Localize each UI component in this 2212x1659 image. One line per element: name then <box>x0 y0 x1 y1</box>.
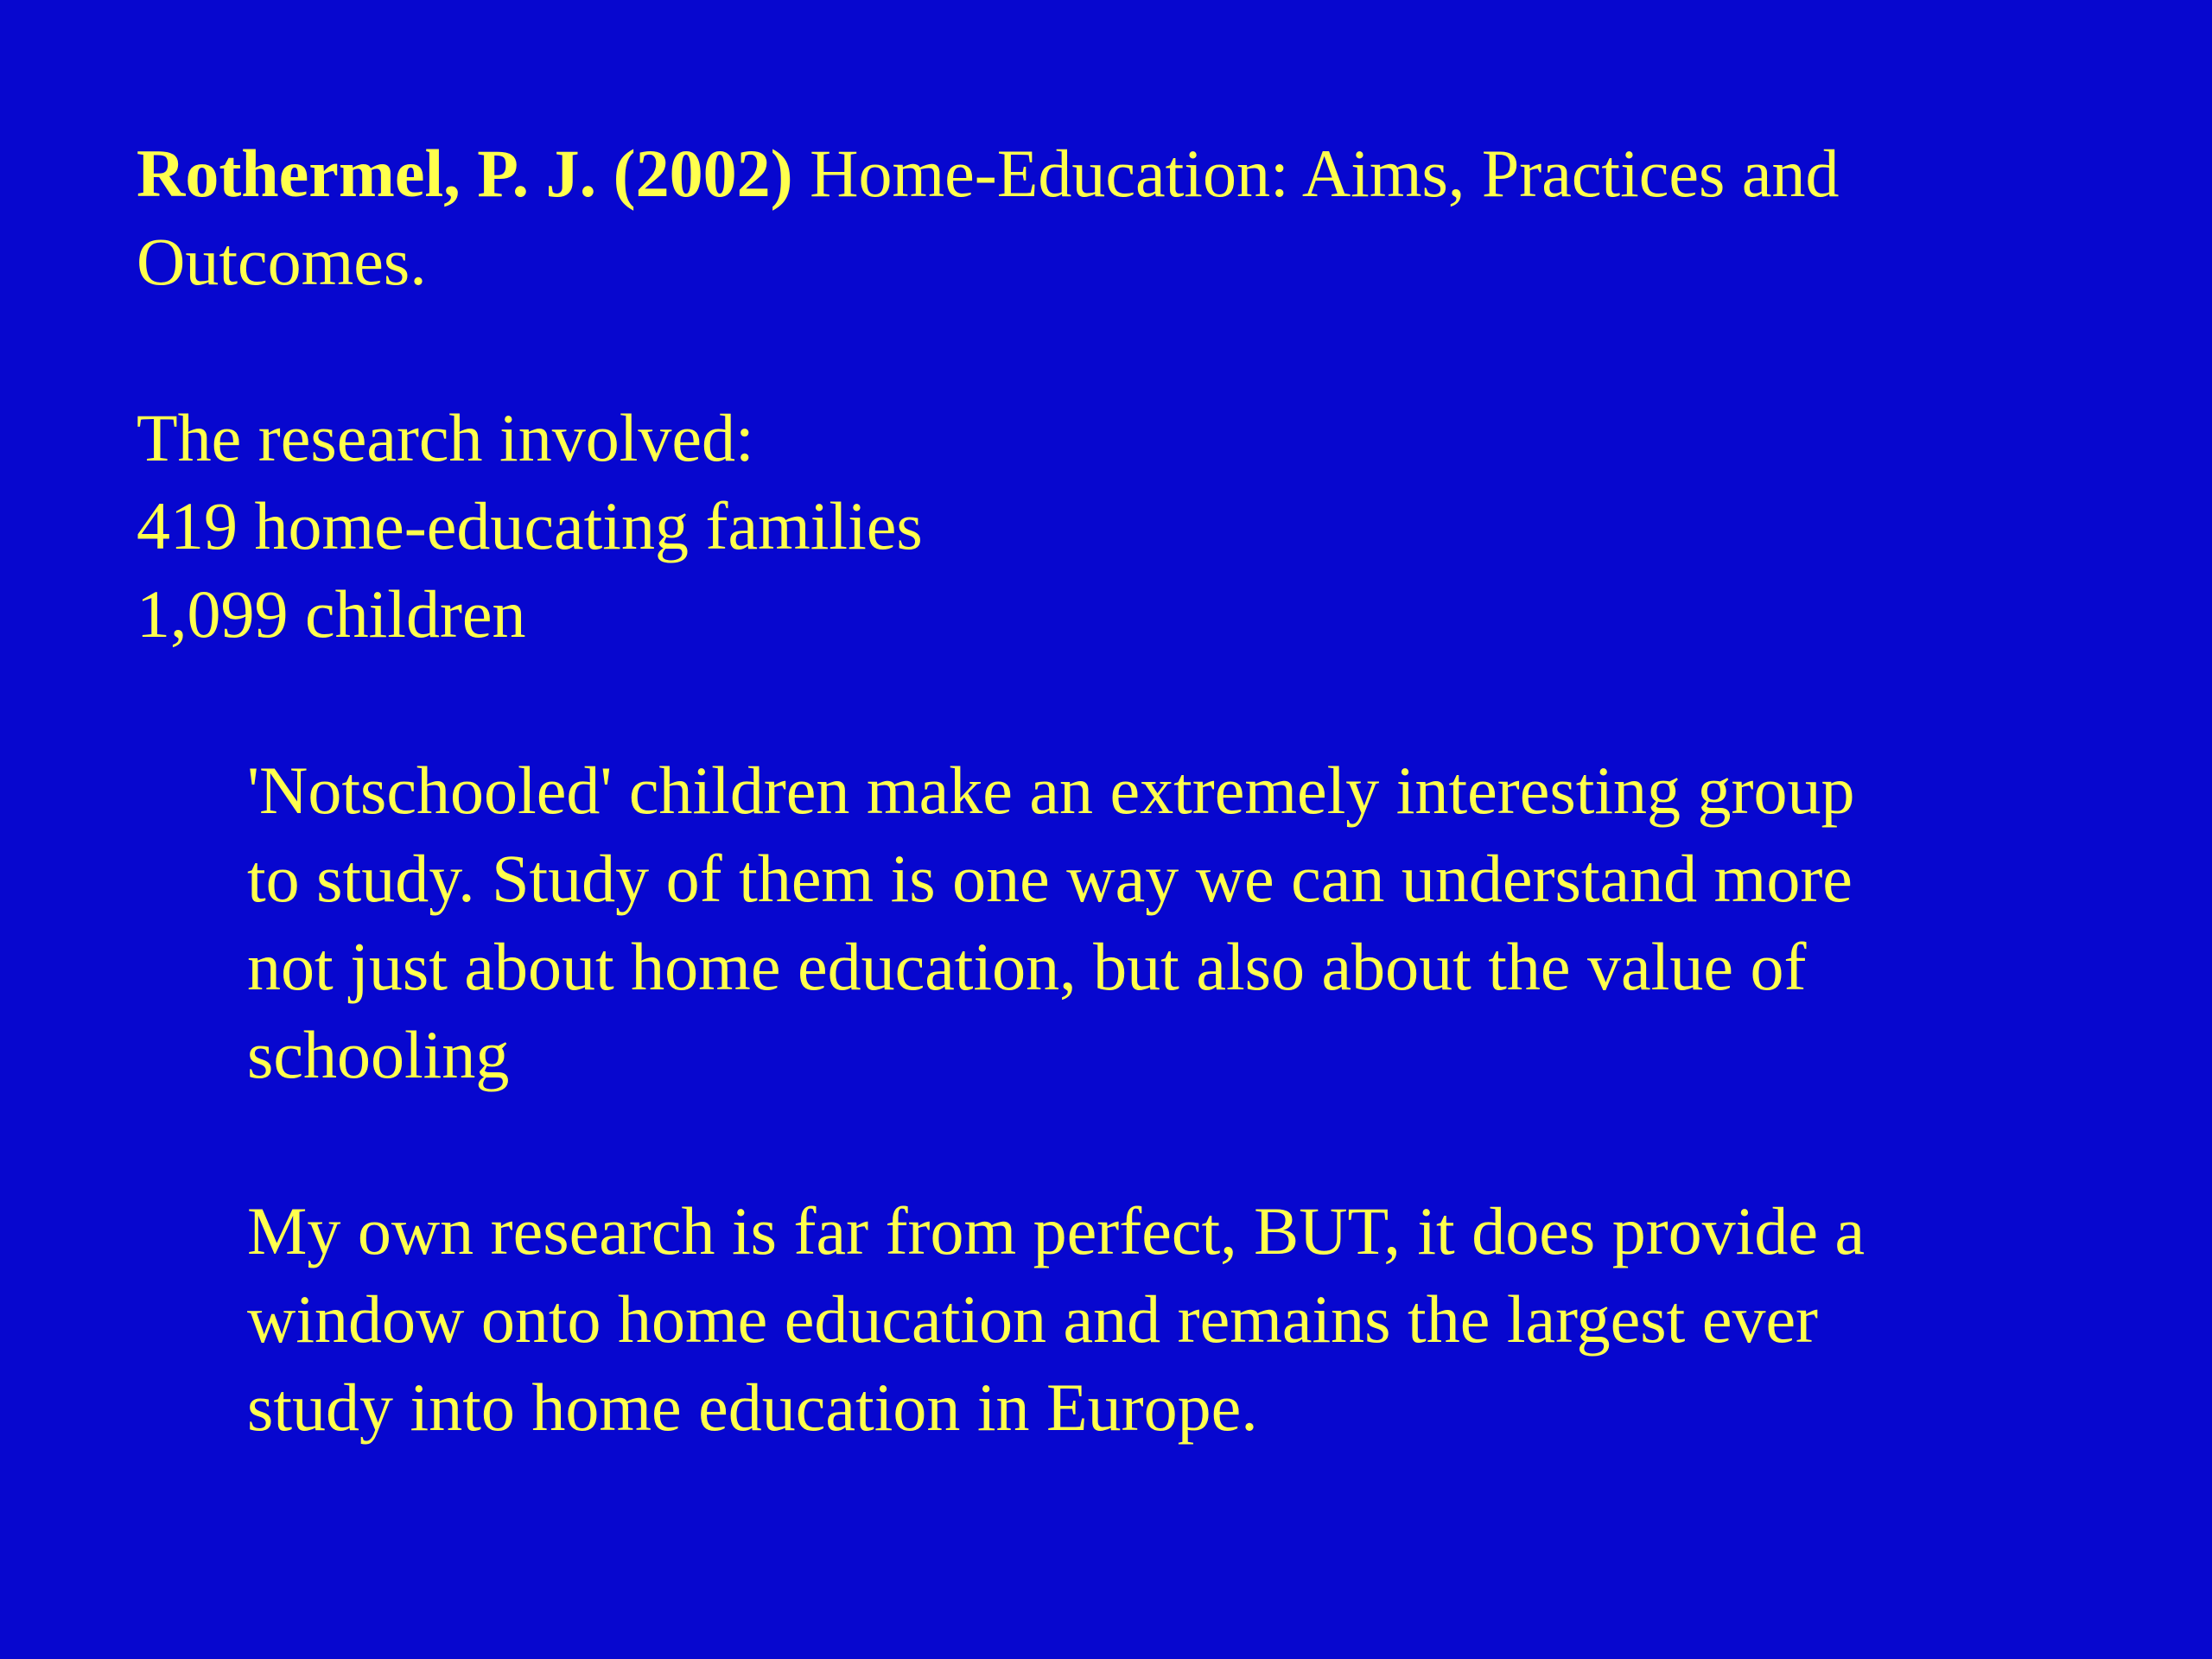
paragraph-line: to study. Study of them is one way we can understand more <box>247 841 1853 916</box>
paragraph-line: not just about home education, but also about the value of <box>247 929 1807 1004</box>
spacer <box>137 658 2072 747</box>
citation-title: Home-Education: Aims, Practices and <box>810 136 1840 211</box>
citation <box>137 130 2072 306</box>
paragraph-line: study into home education in Europe. <box>247 1370 1258 1445</box>
research-summary <box>137 394 2072 658</box>
own-research-paragraph <box>247 1187 2148 1452</box>
spacer <box>137 306 2072 394</box>
notschooled-paragraph <box>247 747 2148 1099</box>
paragraph-line: schooling <box>247 1017 510 1092</box>
paragraph-line: window onto home education and remains the largest ever <box>247 1281 1819 1357</box>
research-families: 419 home-educating families <box>137 488 923 563</box>
citation-author: Rothermel, P. J. (2002) <box>137 136 793 211</box>
paragraph-line: My own research is far from perfect, BUT, it does provide a <box>247 1193 1866 1268</box>
research-children: 1,099 children <box>137 576 526 652</box>
paragraph-line: 'Notschooled' children make an extremely interesting group <box>247 753 1855 828</box>
spacer <box>137 1099 2072 1187</box>
research-heading: The research involved: <box>137 400 754 475</box>
citation-line-1 <box>137 130 2072 218</box>
slide-body <box>137 130 2072 1452</box>
citation-title-cont: Outcomes. <box>137 224 427 299</box>
